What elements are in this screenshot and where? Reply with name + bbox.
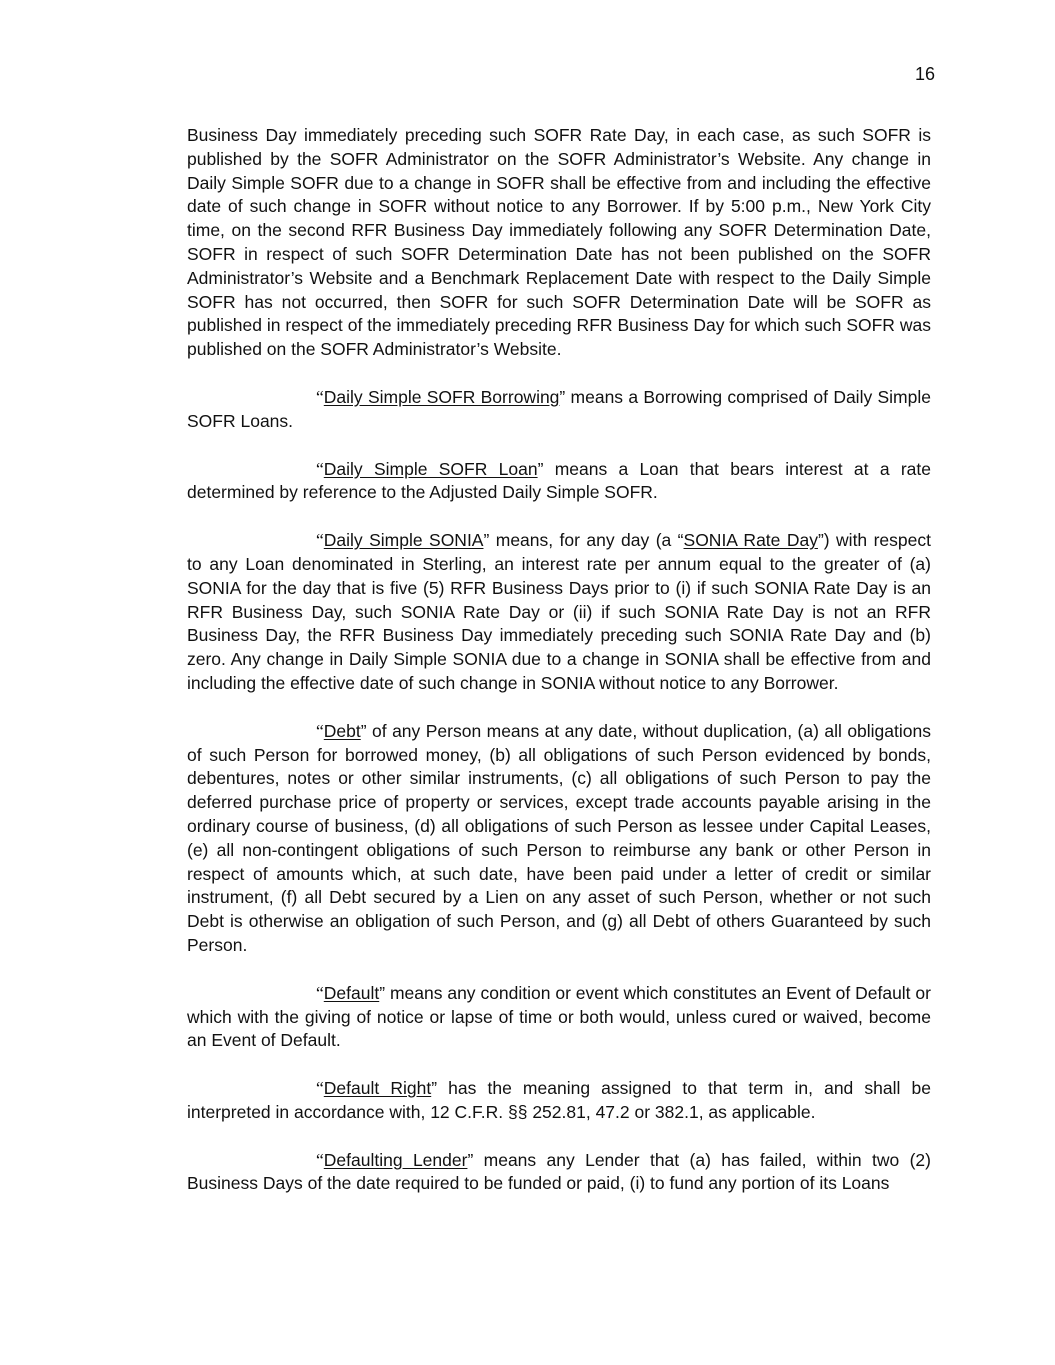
defined-term: Default Right — [323, 1078, 432, 1099]
definition-text: ” means a Loan that bears interest at a rate determined by reference to the Adjusted Daily Simple SOFR. — [187, 458, 931, 503]
defined-term-sonia-rate-day: SONIA Rate Day — [683, 530, 818, 551]
definition-text: ” of any Person means at any date, without duplication, (a) all obligations of such Person for borrowed money, (b) all obligations of such Person evidenced by bonds, debentures, notes or other similar instruments, (c) all obligations of such Person to pay the deferred purchase price of property or services, except trade accounts payable arising in the ordinary course of business, (d) all obligations of such Person as lessee under Capital Leases, (e) all non-contingent obligations of such Person to reimburse any bank or other Person in respect of amounts which, at such date, have been paid under a letter of credit or similar instrument, (f) all Debt secured by a Lien on any asset of such Person, whether or not such Debt is otherwise an obligation of such Person, and (g) all Debt of others Guaranteed by such Person. — [187, 720, 931, 955]
defined-term: Debt — [323, 720, 361, 741]
defined-term: Daily Simple SOFR Loan — [323, 458, 538, 479]
definition-text: ” means any Lender that (a) has failed, within two (2) Business Days of the date required to be funded or paid, (i) to fund any portion of its Loans — [187, 1149, 931, 1194]
open-quote: “ — [316, 982, 324, 1003]
open-quote: “ — [316, 530, 324, 551]
definition-text: ”) with respect to any Loan denominated in Sterling, an interest rate per annum equal to the greater of (a) SONIA for the day that is five (5) RFR Business Days prior to (i) if such SONIA Rate Day is an RFR Business Day, such SONIA Rate Day or (ii) if such SONIA Rate Day is not an RFR Business Day, the RFR Business Day immediately preceding such SONIA Rate Day and (b) zero. Any change in Daily Simple SONIA due to a change in SONIA shall be effective from and including the effective date of such change in SONIA without notice to any Borrower. — [187, 530, 931, 693]
definition-default — [187, 982, 931, 1053]
open-quote: “ — [316, 386, 324, 407]
definition-text: ” has the meaning assigned to that term in, and shall be interpreted in accordance with, 12 C.F.R. §§ 252.81, 47.2 or 382.1, as applicable. — [187, 1078, 931, 1122]
open-quote: “ — [316, 1078, 324, 1099]
defined-term: Defaulting Lender — [323, 1149, 468, 1170]
paragraph-text: Business Day immediately preceding such SOFR Rate Day, in each case, as such SOFR is published by the SOFR Administrator on the SOFR Administrator’s Website. Any change in Daily Simple SOFR due to a change in SOFR shall be effective from and including the effective date of such change in SOFR without notice to any Borrower. If by 5:00 p.m., New York City time, on the second RFR Business Day immediately following any SOFR Determination Date, SOFR in respect of such SOFR Determination Date has not been published on the SOFR Administrator’s Website and a Benchmark Replacement Date with respect to the Daily Simple SOFR has not occurred, then SOFR for such SOFR Determination Date will be SOFR as published in respect of the immediately preceding RFR Business Day for which such SOFR was published on the SOFR Administrator’s Website. — [187, 125, 931, 360]
open-quote: “ — [316, 1149, 324, 1170]
defined-term: Daily Simple SONIA — [323, 530, 484, 551]
definition-text: ” means a Borrowing comprised of Daily Simple SOFR Loans. — [187, 386, 931, 431]
definition-debt — [187, 720, 931, 958]
definition-daily-simple-sofr-borrowing — [187, 386, 931, 434]
page-number: 16 — [914, 64, 935, 84]
defined-term: Default — [323, 982, 380, 1003]
definition-daily-simple-sonia — [187, 529, 931, 696]
defined-term: Daily Simple SOFR Borrowing — [323, 386, 560, 407]
open-quote: “ — [316, 458, 324, 479]
definition-default-right — [187, 1077, 931, 1125]
document-body — [187, 124, 931, 1220]
definition-text: ” means any condition or event which constitutes an Event of Default or which with the giving of notice or lapse of time or both would, unless cured or waived, become an Event of Default. — [187, 982, 931, 1051]
definition-defaulting-lender — [187, 1149, 931, 1197]
paragraph-sofr-continuation — [187, 124, 931, 362]
definition-text: ” means, for any day (a “ — [483, 530, 684, 551]
open-quote: “ — [316, 720, 324, 741]
definition-daily-simple-sofr-loan — [187, 458, 931, 506]
